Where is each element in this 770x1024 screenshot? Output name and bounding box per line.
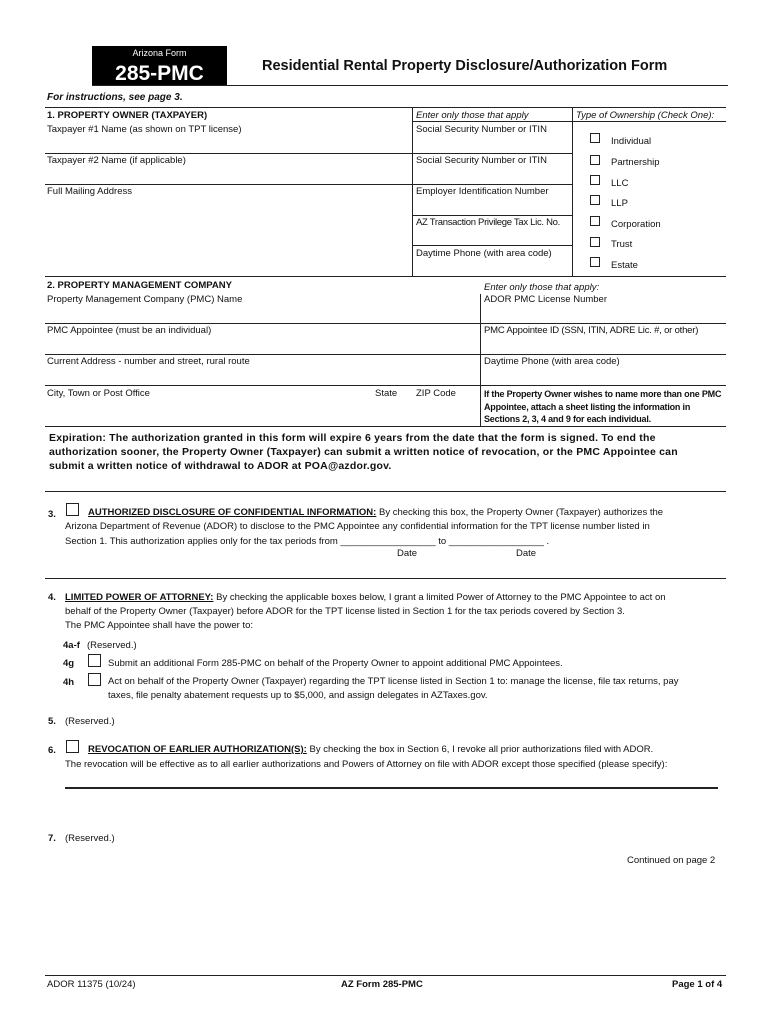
current-address-label: Current Address - number and street, rural route xyxy=(47,356,250,367)
ownership-llp-label: LLP xyxy=(611,198,628,209)
appointee-id-label: PMC Appointee ID (SSN, ITIN, ADRE Lic. #, or other) xyxy=(484,325,699,336)
section4-number: 4. xyxy=(48,592,56,603)
section4-line2: behalf of the Property Owner (Taxpayer) before ADOR for the TPT license listed in Section 1 for the tax periods covered by Section 3. xyxy=(65,606,625,617)
section3-line2: Arizona Department of Revenue (ADOR) to disclose to the PMC Appointee any confidential information for the TPT license number listed in xyxy=(65,521,650,532)
ownership-estate-checkbox[interactable] xyxy=(590,257,600,267)
section7-text: (Reserved.) xyxy=(65,833,115,844)
section5-text: (Reserved.) xyxy=(65,716,115,727)
continued-note: Continued on page 2 xyxy=(627,855,716,866)
section3-line3: Section 1. This authorization applies only for the tax periods from __________________ to __________________ . xyxy=(65,536,550,547)
item-4af-text: (Reserved.) xyxy=(87,640,137,651)
city-field[interactable] xyxy=(47,400,367,426)
ownership-llc-label: LLC xyxy=(611,178,629,189)
taxpayer1-label: Taxpayer #1 Name (as shown on TPT license) xyxy=(47,124,242,135)
tpt-field[interactable] xyxy=(414,229,571,245)
ownership-individual-label: Individual xyxy=(611,136,652,147)
ownership-llp-checkbox[interactable] xyxy=(590,195,600,205)
ssn2-field[interactable] xyxy=(414,167,571,184)
item-4h-checkbox[interactable] xyxy=(88,673,101,686)
pmc-appointee-label: PMC Appointee (must be an individual) xyxy=(47,325,212,336)
ownership-llc-checkbox[interactable] xyxy=(590,175,600,185)
pmc-appointee-field[interactable] xyxy=(47,337,477,354)
phone1-field[interactable] xyxy=(414,260,571,276)
ownership-header: Type of Ownership (Check One): xyxy=(576,110,715,121)
ownership-partnership-label: Partnership xyxy=(611,157,660,168)
section1-heading: 1. PROPERTY OWNER (TAXPAYER) xyxy=(47,110,208,121)
ownership-partnership-checkbox[interactable] xyxy=(590,155,600,165)
taxpayer2-name-field[interactable] xyxy=(47,167,409,184)
section6-revocation-checkbox[interactable] xyxy=(66,740,79,753)
ssn1-label: Social Security Number or ITIN xyxy=(416,124,547,135)
item-4af-label: 4a-f xyxy=(63,640,80,651)
form-number-box xyxy=(92,46,227,86)
mailing-address-field[interactable] xyxy=(47,198,409,276)
pmc-phone-field[interactable] xyxy=(482,368,725,385)
current-address-field[interactable] xyxy=(47,368,477,385)
item-4g-label: 4g xyxy=(63,658,75,669)
tpt-label: AZ Transaction Privilege Tax Lic. No. xyxy=(416,217,560,228)
id-header: Enter only those that apply xyxy=(416,110,529,121)
multiple-appointee-note: If the Property Owner wishes to name more than one PMC Appointee, attach a sheet listing the information in Sections 2, 3, 4 and 9 for each individual. xyxy=(484,389,722,424)
mailing-address-label: Full Mailing Address xyxy=(47,186,133,197)
footer-page-number: Page 1 of 4 xyxy=(672,979,723,990)
footer-form-id: ADOR 11375 (10/24) xyxy=(47,979,136,990)
section4-line1: LIMITED POWER OF ATTORNEY: By checking the applicable boxes below, I grant a limited Power of Attorney to the PMC Appointee to act on xyxy=(65,592,666,603)
section2-heading: 2. PROPERTY MANAGEMENT COMPANY xyxy=(47,280,232,291)
taxpayer1-name-field[interactable] xyxy=(47,136,409,153)
pmc-id-header: Enter only those that apply: xyxy=(484,282,600,293)
section3-disclosure-checkbox[interactable] xyxy=(66,503,79,516)
period-to-date-field[interactable] xyxy=(470,534,572,547)
ownership-estate-label: Estate xyxy=(611,260,638,271)
taxpayer2-label: Taxpayer #2 Name (if applicable) xyxy=(47,155,186,166)
section6-line2: The revocation will be effective as to all earlier authorizations and Powers of Attorney on file with ADOR except those specified (please specify): xyxy=(65,759,668,770)
pmc-license-label: ADOR PMC License Number xyxy=(484,294,608,305)
ssn2-label: Social Security Number or ITIN xyxy=(416,155,547,166)
state-field[interactable] xyxy=(372,400,408,426)
item-4h-label: 4h xyxy=(63,677,75,688)
item-4h-line2: taxes, file penalty abatement requests up to $5,000, and assign delegates in AZTaxes.gov. xyxy=(108,690,488,701)
section3-line1: AUTHORIZED DISCLOSURE OF CONFIDENTIAL INFORMATION: By checking this box, the Property Owner (Taxpayer) authorizes the xyxy=(88,507,664,518)
date-label-from: Date xyxy=(397,548,418,559)
appointee-id-field[interactable] xyxy=(482,337,725,354)
ownership-corporation-label: Corporation xyxy=(611,219,661,230)
ein-label: Employer Identification Number xyxy=(416,186,549,197)
city-label: City, Town or Post Office xyxy=(47,388,150,399)
ownership-trust-checkbox[interactable] xyxy=(590,237,600,247)
ssn1-field[interactable] xyxy=(414,136,571,153)
ownership-corporation-checkbox[interactable] xyxy=(590,216,600,226)
pmc-phone-label: Daytime Phone (with area code) xyxy=(484,356,620,367)
revocation-specify-field[interactable] xyxy=(65,773,718,787)
ein-field[interactable] xyxy=(414,198,571,215)
ownership-individual-checkbox[interactable] xyxy=(590,133,600,143)
zip-label: ZIP Code xyxy=(416,388,456,399)
form-number: 285-PMC xyxy=(115,62,204,85)
date-label-to: Date xyxy=(516,548,537,559)
pmc-name-label: Property Management Company (PMC) Name xyxy=(47,294,243,305)
item-4g-checkbox[interactable] xyxy=(88,654,101,667)
section5-number: 5. xyxy=(48,716,56,727)
form-title: Residential Rental Property Disclosure/Authorization Form xyxy=(262,58,668,74)
state-label: State xyxy=(375,388,398,399)
footer-form-name: AZ Form 285-PMC xyxy=(341,979,423,990)
section6-line1: REVOCATION OF EARLIER AUTHORIZATION(S): By checking the box in Section 6, I revoke all prior authorizations filed with ADOR. xyxy=(88,744,654,755)
ownership-trust-label: Trust xyxy=(611,239,633,250)
pmc-name-field[interactable] xyxy=(47,306,477,323)
form-label: Arizona Form xyxy=(132,48,187,58)
phone1-label: Daytime Phone (with area code) xyxy=(416,248,552,259)
item-4h-line1: Act on behalf of the Property Owner (Taxpayer) regarding the TPT license listed in Section 1 to: manage the license, file tax returns, pay xyxy=(108,676,679,687)
expiration-notice: Expiration: The authorization granted in this form will expire 6 years from the date that the form is signed. To end the authorization sooner, the Property Owner (Taxpayer) can submit a written notice of revocation, or the PMC Appointee can submit a written notice of withdrawal to ADOR at POA@azdor.gov. xyxy=(49,432,678,472)
instructions-note: For instructions, see page 3. xyxy=(47,92,183,103)
header-rule xyxy=(92,85,728,86)
period-from-date-field[interactable] xyxy=(355,534,455,547)
item-4g-text: Submit an additional Form 285-PMC on behalf of the Property Owner to appoint additional PMC Appointees. xyxy=(108,658,563,669)
section6-number: 6. xyxy=(48,745,56,756)
pmc-license-field[interactable] xyxy=(482,306,725,323)
zip-field[interactable] xyxy=(414,400,478,426)
section4-line3: The PMC Appointee shall have the power to: xyxy=(65,620,254,631)
section7-number: 7. xyxy=(48,833,56,844)
section3-number: 3. xyxy=(48,509,56,520)
